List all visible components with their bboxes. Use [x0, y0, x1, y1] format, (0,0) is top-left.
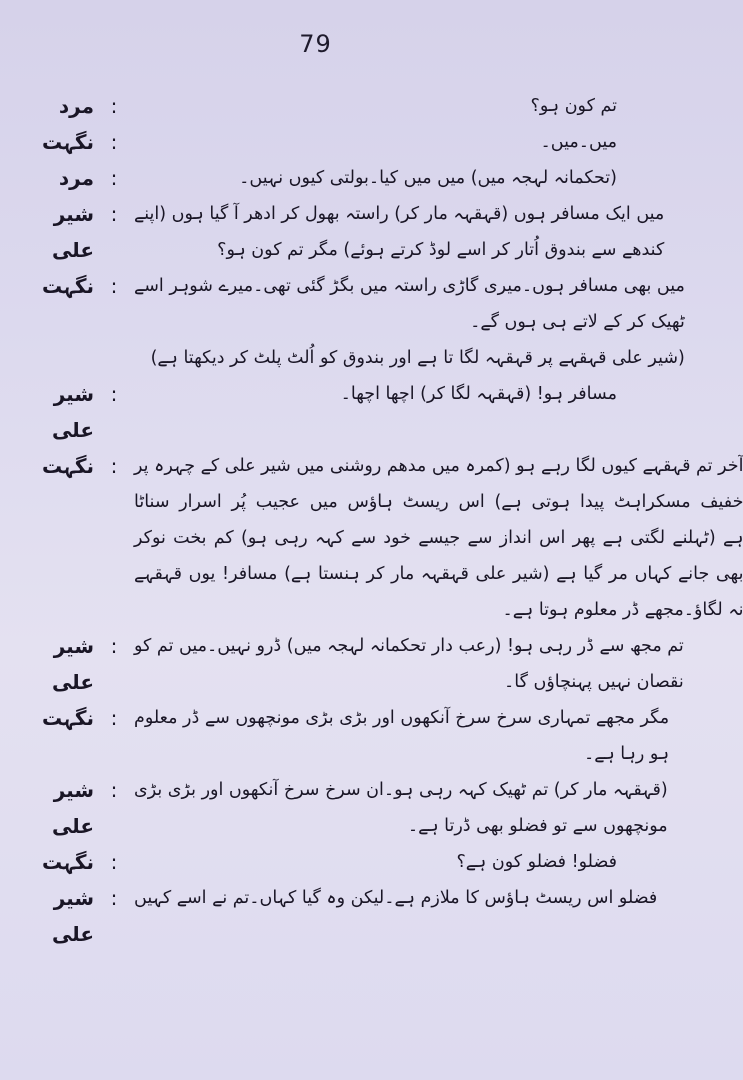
dialogue-line: فضلو! فضلو کون ہے؟	[456, 852, 617, 872]
dialogue-line: مگر مجھے تمہاری سرخ سرخ آنکھوں اور بڑی بڑی مونچھوں سے ڈر معلوم	[134, 708, 670, 728]
dialogue-line: (تحکمانہ لہجہ میں) میں میں کیا۔بولتی کیوں نہیں۔	[239, 168, 617, 188]
speaker-colon: :	[110, 94, 118, 118]
dialogue-text	[134, 268, 685, 376]
speaker-name: مرد	[58, 166, 94, 190]
speaker-colon: :	[110, 706, 118, 730]
dialogue-line: میں۔میں۔	[540, 132, 617, 152]
speaker-colon: :	[110, 454, 118, 478]
dialogue-line: نہ لگاؤ۔مجھے ڈر معلوم ہوتا ہے۔	[502, 600, 743, 620]
dialogue-entry	[26, 196, 665, 268]
dialogue-line: ٹھیک کر کے لاتے ہی ہوں گے۔	[470, 312, 685, 332]
dialogue-line: تم کون ہو؟	[530, 96, 617, 116]
dialogue-text	[134, 196, 664, 268]
speaker-name: شیر علی	[51, 634, 94, 694]
dialogue-entry	[26, 700, 670, 772]
dialogue-entry	[26, 268, 685, 376]
dialogue-line: میں ایک مسافر ہوں (قہقہہ مار کر) راستہ بھول کر ادھر آ گیا ہوں (اپنے	[134, 204, 665, 224]
speaker-colon: :	[110, 202, 118, 226]
dialogue-line: (قہقہہ مار کر) تم ٹھیک کہہ رہی ہو۔ان سرخ سرخ آنکھوں اور بڑی بڑی	[134, 780, 668, 800]
dialogue-entry	[26, 376, 617, 448]
speaker-name: شیر علی	[51, 778, 94, 838]
dialogue-text	[134, 88, 617, 124]
dialogue-text	[134, 772, 668, 844]
dialogue-entry	[26, 160, 617, 196]
speaker-colon: :	[110, 382, 118, 406]
dialogue-line: ہے (ٹہلنے لگتی ہے پھر اس انداز سے جیسے خود سے کہہ رہی ہو) کم بخت نوکر	[134, 528, 743, 548]
dialogue-entry	[26, 448, 743, 628]
dialogue-line: نقصان نہیں پہنچاؤں گا۔	[504, 672, 684, 692]
dialogue-line: فضلو اس ریسٹ ہاؤس کا ملازم ہے۔لیکن وہ گیا کہاں۔تم نے اسے کہیں	[134, 888, 658, 908]
dialogue-entry	[26, 772, 668, 844]
speaker-colon: :	[110, 850, 118, 874]
speaker-colon: :	[110, 166, 118, 190]
speaker-name: نگہت	[41, 274, 94, 298]
dialogue-text	[134, 124, 617, 160]
dialogue-text	[134, 844, 617, 880]
page-number: 79	[299, 30, 332, 58]
dialogue-line: مونچھوں سے تو فضلو بھی ڈرتا ہے۔	[407, 816, 668, 836]
dialogue-line: آخر تم قہقہے کیوں لگا رہے ہو (کمرہ میں مدھم روشنی میں شیر علی کے چہرہ پر	[134, 456, 743, 476]
speaker-name: شیر علی	[51, 382, 94, 442]
dialogue-text	[134, 628, 684, 700]
speaker-name: شیر علی	[51, 202, 94, 262]
stage-direction: (شیر علی قہقہے پر قہقہہ لگا تا ہے اور بندوق کو اُلٹ پلٹ کر دیکھتا ہے)	[150, 348, 685, 368]
speaker-colon: :	[110, 130, 118, 154]
speaker-colon: :	[110, 274, 118, 298]
dialogue-text	[134, 376, 617, 412]
speaker-colon: :	[110, 886, 118, 910]
dialogue-line: مسافر ہو! (قہقہہ لگا کر) اچھا اچھا۔	[340, 384, 617, 404]
speaker-name: نگہت	[41, 850, 94, 874]
dialogue-entry	[26, 880, 658, 952]
dialogue-script	[26, 88, 743, 952]
speaker-colon: :	[110, 778, 118, 802]
speaker-name: مرد	[58, 94, 94, 118]
dialogue-line: بھی جانے کہاں مر گیا ہے (شیر علی قہقہہ مار کر ہنستا ہے) مسافر! یوں قہقہے	[134, 564, 743, 584]
speaker-name: نگہت	[41, 130, 94, 154]
dialogue-line: میں بھی مسافر ہوں۔میری گاڑی راستہ میں بگڑ گئی تھی۔میرے شوہر اسے	[134, 276, 685, 296]
dialogue-entry	[26, 88, 617, 124]
dialogue-entry	[26, 628, 684, 700]
speaker-colon: :	[110, 634, 118, 658]
dialogue-text	[134, 700, 669, 772]
dialogue-line: تم مجھ سے ڈر رہی ہو! (رعب دار تحکمانہ لہجہ میں) ڈرو نہیں۔میں تم کو	[134, 636, 684, 656]
dialogue-line: کندھے سے بندوق اُتار کر اسے لوڈ کرتے ہوئے) مگر تم کون ہو؟	[217, 240, 665, 260]
dialogue-line: خفیف مسکراہٹ پیدا ہوتی ہے) اس ریسٹ ہاؤس میں عجیب پُر اسرار سناٹا	[134, 492, 743, 512]
dialogue-text	[134, 880, 657, 916]
speaker-name: شیر علی	[51, 886, 94, 946]
speaker-name: نگہت	[41, 454, 94, 478]
dialogue-entry	[26, 844, 617, 880]
speaker-name: نگہت	[41, 706, 94, 730]
dialogue-line: ہو رہا ہے۔	[583, 744, 670, 764]
dialogue-text	[134, 160, 617, 196]
dialogue-text	[134, 448, 743, 628]
dialogue-entry	[26, 124, 617, 160]
